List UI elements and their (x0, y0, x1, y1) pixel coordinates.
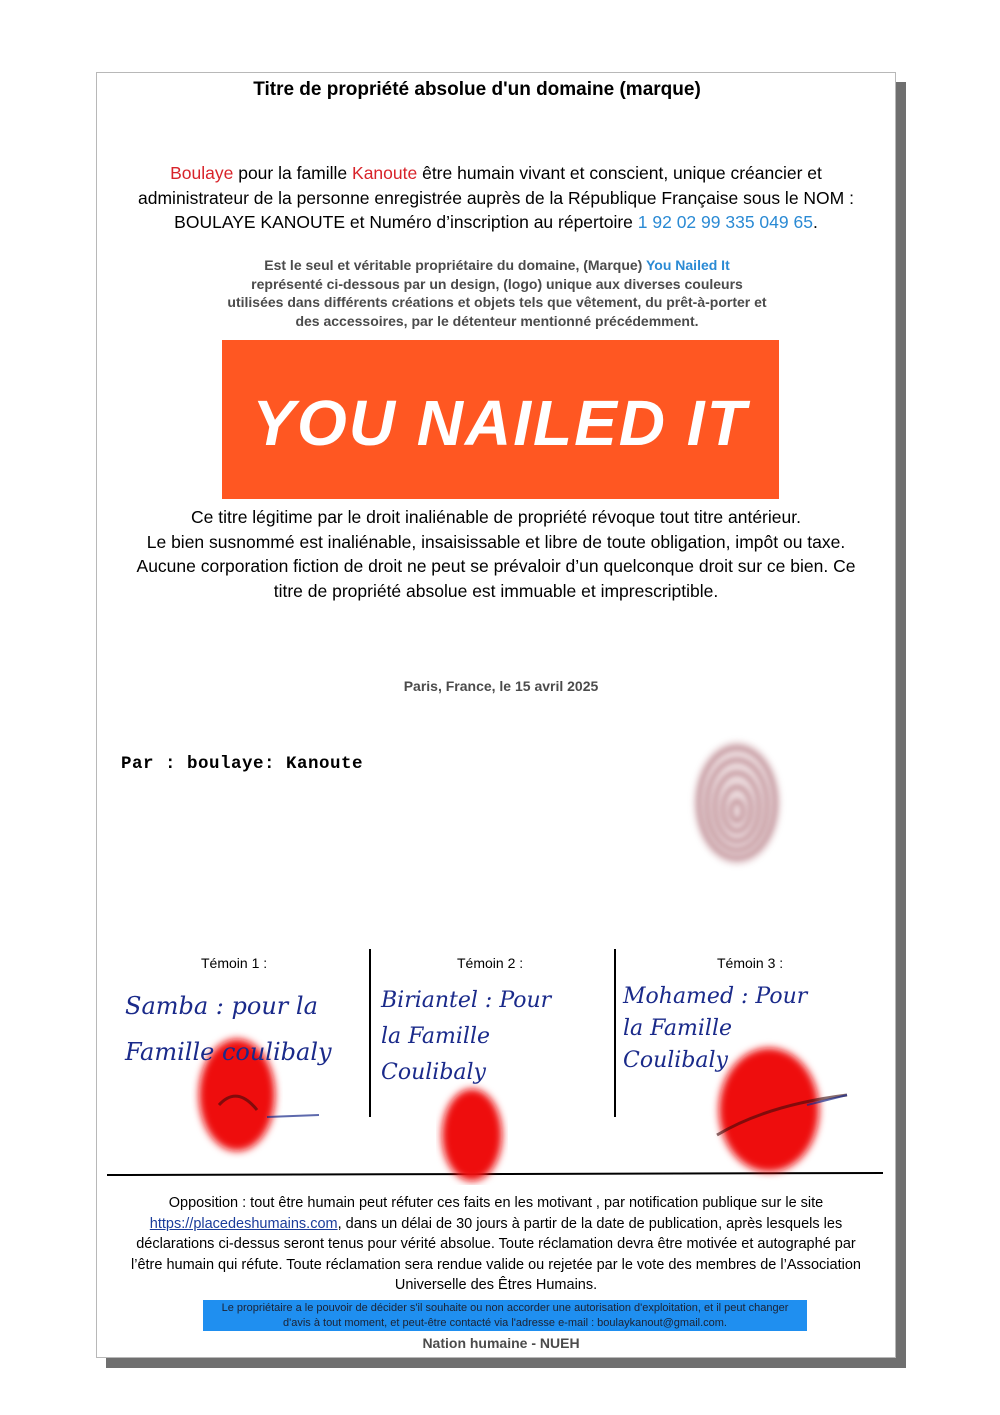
signature-date: Paris, France, le 15 avril 2025 (403, 678, 599, 694)
witness-3-label: Témoin 3 : (717, 955, 784, 971)
brand-name: You Nailed It (645, 257, 730, 273)
document-page (96, 72, 896, 1358)
footer-nation: Nation humaine - NUEH (422, 1335, 580, 1351)
owner-statement: Boulaye pour la famille Kanoute être humain vivant et conscient, unique créancier et administrateur de la personne enregistrée auprès de la République Française sous le NOM : BOULAYE KANOUTE et Numéro d’inscription au répertoire 1 92 02 99 335 049 65. (138, 163, 854, 232)
logo-graphic (222, 340, 779, 499)
usage-rights-notice: Le propriétaire a le pouvoir de décider s'il souhaite ou non accorder une autorisation d'exploitation, et il peut changer d'avis à tout moment, et peut-être contacté via l'adresse e-mail : boulaykanout@gmail.com. (203, 1300, 807, 1331)
legal-statement: Ce titre légitime par le droit inaliénable de propriété révoque tout titre antérieur. Le bien susnommé est inaliénable, insaisissable et libre de toute obligation, impôt ou taxe. Aucune corporation fiction de droit ne peut se prévaloir d’un quelconque droit sur ce bien. Ce titre de propriété absolue est immuable et imprescriptible. (136, 507, 856, 601)
witness-1-label: Témoin 1 : (201, 955, 268, 971)
logo-text: YOU NAILED IT (252, 387, 748, 459)
signed-by: Par : boulaye: Kanoute (121, 754, 364, 774)
witness-1-signature: Samba : pour la Famille coulibaly (125, 992, 332, 1066)
brand-logo (222, 340, 779, 499)
signature-baseline (107, 1173, 883, 1175)
opposition-notice: Opposition : tout être humain peut réfuter ces faits en les motivant , par notification publique sur le site https://placedeshumains.com, dans un délai de 30 jours à partir de la date de publication, après lesquels les déclarations ci-dessus seront tenus pour vérité absolue. Toute réclamation devra être motivée et autographé par l’être humain qui réfute. Toute réclamation sera rendue valide ou rejetée par le vote des membres de l’Association Universelle des Êtres Humains. (131, 1195, 861, 1293)
registry-number: 1 92 02 99 335 049 65 (637, 212, 813, 232)
owner-first-name: Boulaye (170, 163, 234, 183)
owner-fingerprint (677, 723, 797, 883)
domain-statement: Est le seul et véritable propriétaire du domaine, (Marque) You Nailed It représenté ci-dessous par un design, (logo) unique aux diverses couleurs utilisées dans différents créations et objets tels que vêtement, du prêt-à-porter et des accessoires, par le détenteur mentionné précédemment. (227, 257, 767, 329)
witness-2-signature: Biriantel : Pour la Famille Coulibaly (381, 988, 552, 1085)
witness-2-label: Témoin 2 : (457, 955, 524, 971)
witness-2-fingerprint (442, 1089, 502, 1181)
placedeshumains-link[interactable]: https://placedeshumains.com (149, 1215, 338, 1232)
document-title: Titre de propriété absolue d'un domaine (marque) (253, 79, 701, 100)
witness-3-signature: Mohamed : Pour la Famille Coulibaly (623, 984, 808, 1073)
owner-family-name: Kanoute (352, 163, 418, 183)
witness-section (107, 945, 887, 1185)
